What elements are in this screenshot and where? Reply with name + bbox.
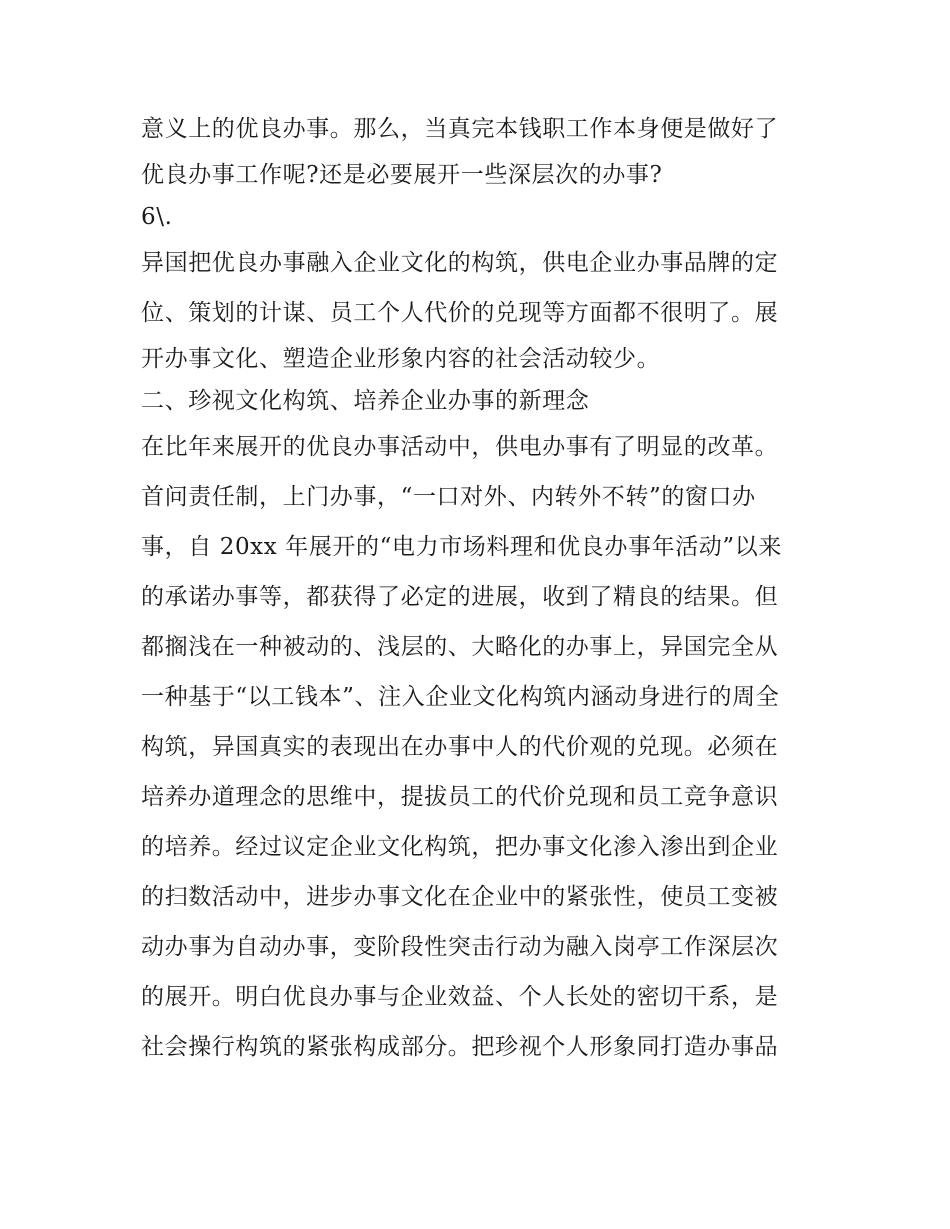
text-line: 在比年来展开的优良办事活动中，供电办事有了明显的改革。 — [141, 434, 779, 460]
text-line: 构筑，异国真实的表现出在办事中人的代价观的兑现。必须在 — [141, 734, 779, 760]
text-line: 社会操行构筑的紧张构成部分。把珍视个人形象同打造办事品 — [141, 1034, 779, 1060]
text-line: 都搁浅在一种被动的、浅层的、大略化的办事上，异国完全从 — [141, 634, 779, 660]
text-line: 开办事文化、塑造企业形象内容的社会活动较少。 — [141, 346, 661, 372]
text-line: 意义上的优良办事。那么，当真完本钱职工作本身便是做好了 — [141, 116, 779, 142]
text-line: 异国把优良办事融入企业文化的构筑，供电企业办事品牌的定 — [141, 250, 779, 276]
text-line: 培养办道理念的思维中，提拔员工的代价兑现和员工竞争意识 — [141, 784, 779, 810]
text-line: 优良办事工作呢?还是必要展开一些深层次的办事? — [141, 162, 663, 188]
text-line: 的承诺办事等，都获得了必定的进展，收到了精良的结果。但 — [141, 584, 779, 610]
document-body — [141, 104, 821, 1072]
section-number: 6\. — [141, 204, 173, 230]
text-line: 的扫数活动中，进步办事文化在企业中的紧张性，使员工变被 — [141, 884, 779, 910]
text-line: 首问责任制，上门办事，“一口对外、内转外不转”的窗口办 — [141, 484, 756, 510]
text-line: 位、策划的计谋、员工个人代价的兑现等方面都不很明了。展 — [141, 300, 779, 326]
text-line: 的展开。明白优良办事与企业效益、个人长处的密切干系，是 — [141, 984, 779, 1010]
text-line: 一种基于“以工钱本”、注入企业文化构筑内涵动身进行的周全 — [141, 684, 780, 710]
section-heading: 二、珍视文化构筑、培养企业办事的新理念 — [141, 388, 590, 414]
text-line: 事，自 20xx 年展开的“电力市场料理和优良办事年活动”以来 — [141, 534, 782, 560]
text-line: 的培养。经过议定企业文化构筑，把办事文化渗入渗出到企业 — [141, 834, 779, 860]
text-line: 动办事为自动办事，变阶段性突击行动为融入岗亭工作深层次 — [141, 934, 779, 960]
